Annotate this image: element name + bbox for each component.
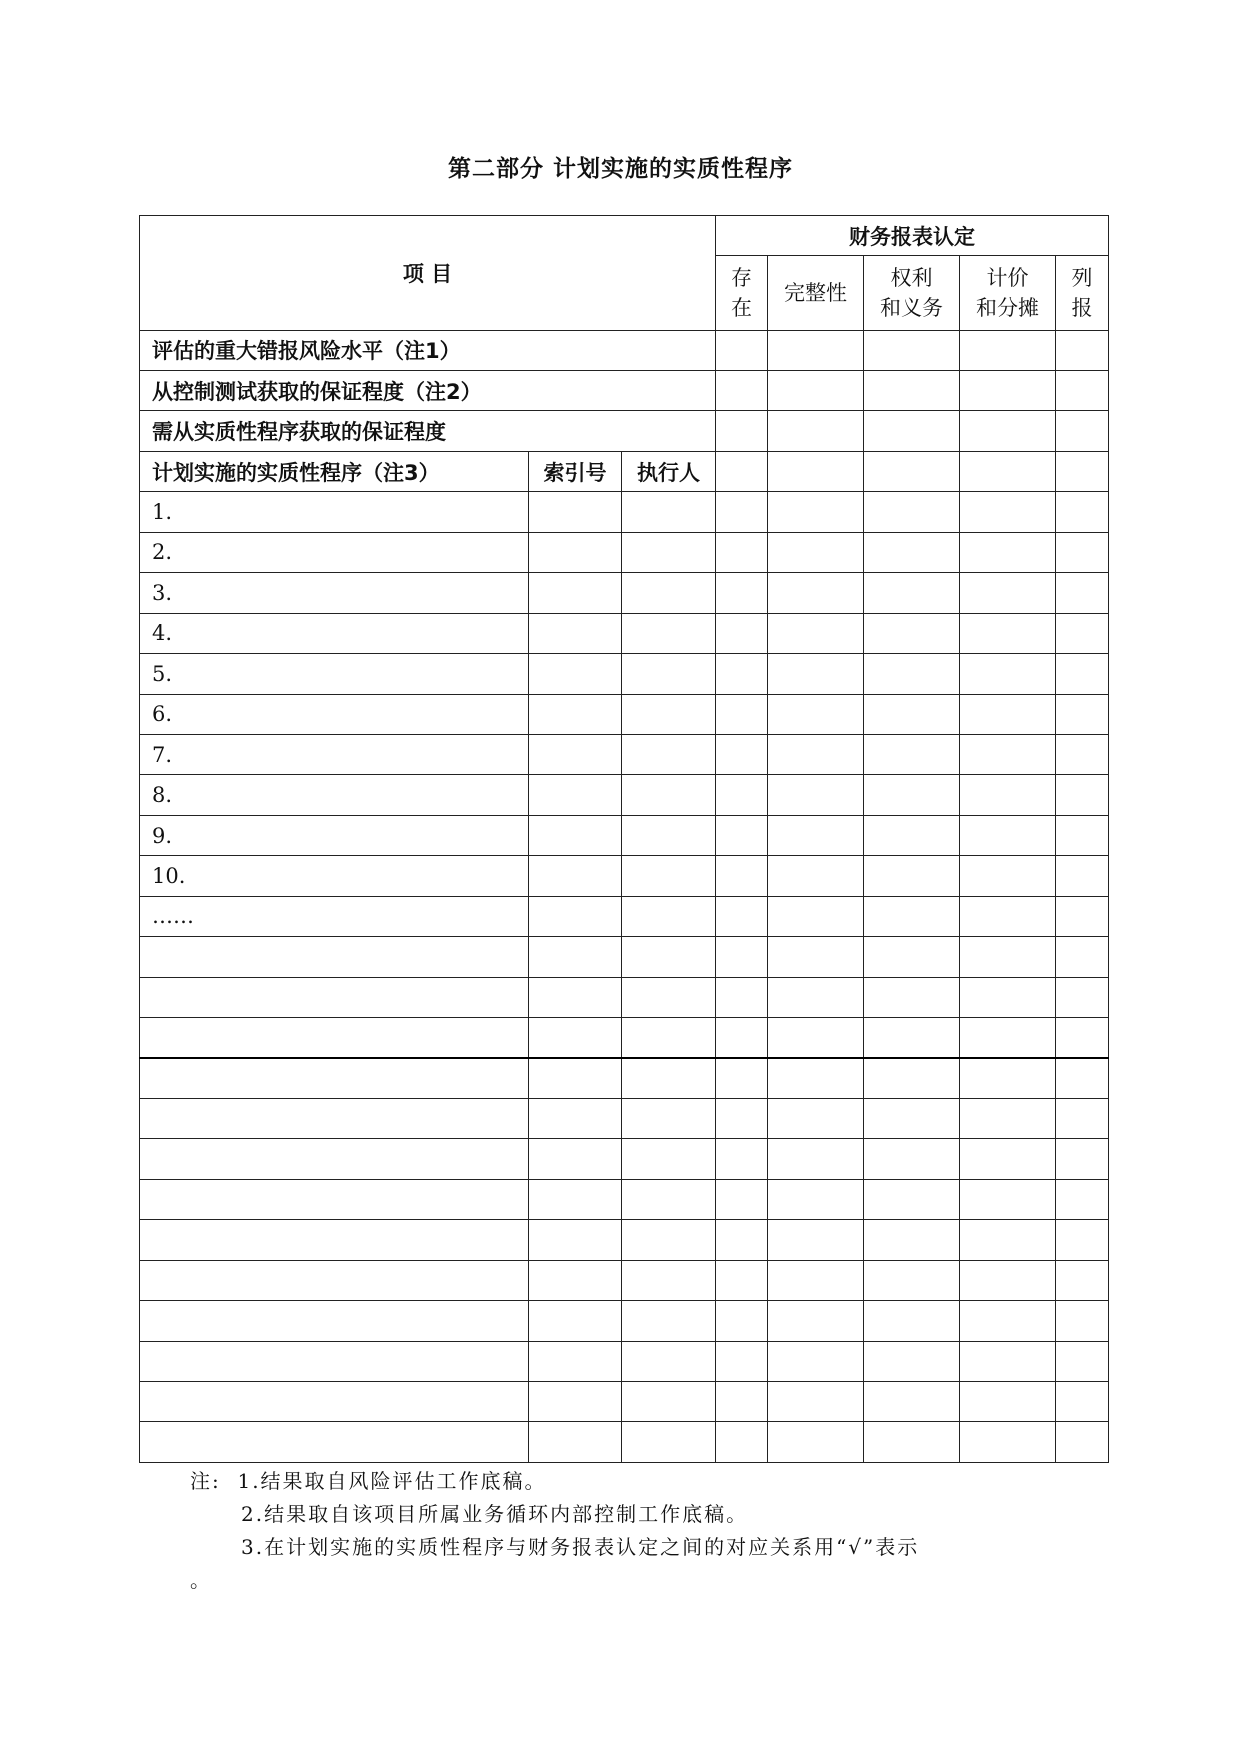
procedure-row [140,977,1109,1017]
procedure-row [140,654,1109,694]
assertion-cell[interactable] [716,330,768,370]
procedure-meta-cell[interactable] [529,573,622,613]
summary-row-label: 需从实质性程序获取的保证程度 [140,411,716,451]
procedure-meta-cell[interactable] [529,1098,622,1138]
procedure-meta-cell[interactable] [622,1341,716,1381]
assertion-cell[interactable] [716,573,768,613]
procedure-meta-cell[interactable] [529,896,622,936]
procedure-meta-cell[interactable] [529,1381,622,1421]
assertion-cell[interactable] [716,613,768,653]
assertion-cell[interactable] [864,1341,960,1381]
assertion-cell[interactable] [716,1260,768,1300]
procedure-text[interactable] [140,1220,529,1260]
procedure-text[interactable]: 3. [140,573,529,613]
procedure-meta-cell[interactable] [529,1139,622,1179]
assertion-col-3: 权利 和义务 [864,256,960,330]
procedure-row [140,734,1109,774]
procedure-text[interactable] [140,1381,529,1421]
assertion-cell[interactable] [960,1381,1056,1421]
procedure-row [140,1341,1109,1381]
procedure-meta-cell[interactable] [529,856,622,896]
assertion-cell[interactable] [1056,1018,1109,1058]
assertion-cell[interactable] [768,1179,864,1219]
procedure-row [140,937,1109,977]
procedure-meta-cell[interactable] [622,1139,716,1179]
assertion-cell[interactable] [960,694,1056,734]
procedure-meta-cell[interactable] [622,1098,716,1138]
procedure-meta-cell[interactable] [622,573,716,613]
assertion-cell[interactable] [960,1422,1056,1463]
procedure-meta-cell[interactable] [622,1179,716,1219]
assertion-cell[interactable] [960,613,1056,653]
assertion-cell[interactable] [864,330,960,370]
procedure-meta-cell[interactable] [529,1341,622,1381]
index-header: 索引号 [529,451,622,491]
procedure-meta-cell[interactable] [622,532,716,572]
assertion-cell[interactable] [1056,613,1109,653]
procedure-meta-cell[interactable] [622,1301,716,1341]
assertion-cell[interactable] [768,1220,864,1260]
procedure-text[interactable] [140,937,529,977]
procedure-header: 计划实施的实质性程序（注3） [140,451,529,491]
procedure-text[interactable] [140,1179,529,1219]
procedure-text[interactable] [140,1260,529,1300]
assertion-cell[interactable] [864,1220,960,1260]
procedure-meta-cell[interactable] [529,613,622,653]
assertion-cell[interactable] [1056,1301,1109,1341]
procedure-row [140,1058,1109,1098]
procedure-text[interactable]: 2. [140,532,529,572]
assertion-cell[interactable] [716,856,768,896]
assertion-cell[interactable] [1056,573,1109,613]
assertion-cell[interactable] [960,1341,1056,1381]
assertion-cell[interactable] [960,532,1056,572]
page-title: 第二部分 计划实施的实质性程序 [447,156,793,182]
assertion-cell[interactable] [716,371,768,411]
procedure-row [140,1422,1109,1463]
procedure-meta-cell[interactable] [622,775,716,815]
assertion-cell[interactable] [864,1301,960,1341]
assertion-cell[interactable] [864,1179,960,1219]
procedure-meta-cell[interactable] [529,1260,622,1300]
procedure-row [140,896,1109,936]
procedure-text[interactable]: 1. [140,492,529,532]
assertion-cell[interactable] [864,573,960,613]
assertion-cell[interactable] [1056,937,1109,977]
procedure-text[interactable] [140,1058,529,1098]
assertion-cell[interactable] [768,1058,864,1098]
assertion-cell[interactable] [1056,371,1109,411]
assertion-cell[interactable] [864,734,960,774]
procedure-meta-cell[interactable] [529,1058,622,1098]
assertion-cell[interactable] [716,1220,768,1260]
assertion-cell[interactable] [716,1381,768,1421]
procedure-meta-cell[interactable] [529,1301,622,1341]
procedure-row [140,856,1109,896]
assertion-cell[interactable] [768,1381,864,1421]
procedure-text[interactable]: 9. [140,815,529,855]
assertion-cell[interactable] [768,937,864,977]
assertion-cell[interactable] [864,451,960,491]
assertion-cell[interactable] [716,492,768,532]
assertion-cell[interactable] [716,1058,768,1098]
assertion-cell[interactable] [1056,977,1109,1017]
procedure-meta-cell[interactable] [529,532,622,572]
summary-row-label: 从控制测试获取的保证程度（注2） [140,371,716,411]
procedure-text[interactable] [140,977,529,1017]
procedure-row [140,1301,1109,1341]
assertion-cell[interactable] [1056,856,1109,896]
assertion-cell[interactable] [864,1422,960,1463]
procedure-meta-cell[interactable] [622,896,716,936]
procedure-meta-cell[interactable] [529,694,622,734]
procedure-row [140,1098,1109,1138]
procedure-text[interactable]: 10. [140,856,529,896]
assertion-cell[interactable] [716,1139,768,1179]
procedure-meta-cell[interactable] [622,1381,716,1421]
assertion-cell[interactable] [960,775,1056,815]
assertion-cell[interactable] [864,977,960,1017]
procedure-text[interactable]: 8. [140,775,529,815]
assertion-cell[interactable] [864,613,960,653]
assertion-cell[interactable] [1056,330,1109,370]
item-header: 项 目 [140,216,716,331]
assertion-cell[interactable] [768,977,864,1017]
assertion-cell[interactable] [864,492,960,532]
procedure-row [140,492,1109,532]
procedure-meta-cell[interactable] [622,1422,716,1463]
assertion-cell[interactable] [716,654,768,694]
assertion-cell[interactable] [768,532,864,572]
procedure-text[interactable] [140,1341,529,1381]
assertion-cell[interactable] [864,532,960,572]
assertion-cell[interactable] [716,1341,768,1381]
assertion-cell[interactable] [716,815,768,855]
assertion-cell[interactable] [1056,1179,1109,1219]
procedure-text[interactable] [140,1139,529,1179]
assertion-cell[interactable] [1056,532,1109,572]
assertion-cell[interactable] [864,411,960,451]
executor-header: 执行人 [622,451,716,491]
assertion-cell[interactable] [768,1139,864,1179]
assertion-cell[interactable] [960,411,1056,451]
assertion-cell[interactable] [768,411,864,451]
assertion-cell[interactable] [768,896,864,936]
assertion-cell[interactable] [960,1058,1056,1098]
assertion-cell[interactable] [768,371,864,411]
assertion-col-4: 计价 和分摊 [960,256,1056,330]
assertion-cell[interactable] [864,775,960,815]
assertion-cell[interactable] [768,734,864,774]
procedure-text[interactable] [140,1098,529,1138]
assertion-cell[interactable] [716,896,768,936]
procedure-meta-cell[interactable] [622,1220,716,1260]
procedure-meta-cell[interactable] [622,815,716,855]
assertion-cell[interactable] [960,451,1056,491]
assertion-cell[interactable] [768,1341,864,1381]
procedure-row [140,694,1109,734]
assertion-cell[interactable] [768,815,864,855]
procedure-meta-cell[interactable] [529,1220,622,1260]
assertion-cell[interactable] [1056,1139,1109,1179]
assertion-cell[interactable] [960,977,1056,1017]
assertion-cell[interactable] [864,1058,960,1098]
assertion-cell[interactable] [960,1220,1056,1260]
assertion-cell[interactable] [716,1098,768,1138]
procedure-text[interactable] [140,1422,529,1463]
procedure-row [140,775,1109,815]
procedure-meta-cell[interactable] [529,1422,622,1463]
procedure-meta-cell[interactable] [622,1018,716,1058]
assertion-cell[interactable] [1056,411,1109,451]
assertion-cell[interactable] [960,330,1056,370]
assertion-col-1: 存 在 [716,256,768,330]
procedure-text[interactable]: 7. [140,734,529,774]
assertion-cell[interactable] [864,856,960,896]
assertion-cell[interactable] [768,1301,864,1341]
assertion-cell[interactable] [864,1260,960,1300]
assertion-cell[interactable] [960,815,1056,855]
assertion-cell[interactable] [960,1301,1056,1341]
substantive-procedures-table [139,215,1109,1463]
procedure-text[interactable]: 4. [140,613,529,653]
assertion-header: 财务报表认定 [716,216,1109,256]
assertion-cell[interactable] [768,492,864,532]
procedure-text[interactable] [140,1301,529,1341]
assertion-cell[interactable] [864,694,960,734]
assertion-cell[interactable] [960,573,1056,613]
procedure-row [140,1139,1109,1179]
assertion-cell[interactable] [768,1422,864,1463]
assertion-cell[interactable] [1056,1220,1109,1260]
assertion-cell[interactable] [1056,1341,1109,1381]
assertion-cell[interactable] [960,1139,1056,1179]
assertion-cell[interactable] [960,492,1056,532]
procedure-meta-cell[interactable] [529,1018,622,1058]
assertion-cell[interactable] [864,1381,960,1421]
procedure-row [140,1179,1109,1219]
assertion-cell[interactable] [1056,1422,1109,1463]
procedure-meta-cell[interactable] [529,1179,622,1219]
assertion-cell[interactable] [1056,492,1109,532]
procedure-meta-cell[interactable] [622,492,716,532]
assertion-cell[interactable] [716,411,768,451]
assertion-cell[interactable] [716,734,768,774]
assertion-cell[interactable] [960,1179,1056,1219]
procedure-meta-cell[interactable] [622,977,716,1017]
assertion-cell[interactable] [768,330,864,370]
notes [190,1465,1090,1597]
procedure-meta-cell[interactable] [622,1260,716,1300]
note-trailing: 。 [190,1568,212,1592]
procedure-row [140,573,1109,613]
assertion-cell[interactable] [716,775,768,815]
assertion-cell[interactable] [716,1018,768,1058]
assertion-cell[interactable] [864,937,960,977]
assertion-col-2: 完整性 [768,256,864,330]
assertion-cell[interactable] [960,1098,1056,1138]
assertion-cell[interactable] [768,573,864,613]
procedure-meta-cell[interactable] [529,977,622,1017]
assertion-cell[interactable] [864,371,960,411]
assertion-cell[interactable] [768,1260,864,1300]
procedure-row [140,532,1109,572]
procedure-row [140,1018,1109,1058]
procedure-row [140,1260,1109,1300]
procedure-text[interactable]: 5. [140,654,529,694]
procedure-meta-cell[interactable] [529,492,622,532]
assertion-cell[interactable] [960,734,1056,774]
assertion-cell[interactable] [716,451,768,491]
assertion-cell[interactable] [864,815,960,855]
assertion-cell[interactable] [1056,734,1109,774]
assertion-cell[interactable] [864,896,960,936]
assertion-col-5: 列 报 [1056,256,1109,330]
procedure-meta-cell[interactable] [622,613,716,653]
assertion-cell[interactable] [1056,1098,1109,1138]
assertion-cell[interactable] [1056,654,1109,694]
assertion-cell[interactable] [768,694,864,734]
procedure-meta-cell[interactable] [622,694,716,734]
assertion-cell[interactable] [1056,1058,1109,1098]
procedure-text[interactable]: 6. [140,694,529,734]
assertion-cell[interactable] [1056,451,1109,491]
note-3: 3.在计划实施的实质性程序与财务报表认定之间的对应关系用“√”表示 [241,1535,920,1559]
procedure-text[interactable] [140,1018,529,1058]
assertion-cell[interactable] [864,1098,960,1138]
procedure-meta-cell[interactable] [529,937,622,977]
assertion-cell[interactable] [716,694,768,734]
assertion-cell[interactable] [768,613,864,653]
procedure-meta-cell[interactable] [622,1058,716,1098]
assertion-cell[interactable] [960,896,1056,936]
assertion-cell[interactable] [864,1139,960,1179]
procedure-meta-cell[interactable] [622,734,716,774]
procedure-meta-cell[interactable] [529,775,622,815]
procedure-row [140,1220,1109,1260]
assertion-cell[interactable] [716,937,768,977]
assertion-cell[interactable] [960,371,1056,411]
assertion-cell[interactable] [716,977,768,1017]
note-1: 注: 1.结果取自风险评估工作底稿。 [190,1469,547,1493]
procedure-meta-cell[interactable] [622,856,716,896]
assertion-cell[interactable] [1056,694,1109,734]
assertion-cell[interactable] [716,1301,768,1341]
assertion-cell[interactable] [1056,1381,1109,1421]
assertion-cell[interactable] [960,937,1056,977]
assertion-cell[interactable] [960,654,1056,694]
assertion-cell[interactable] [1056,896,1109,936]
procedure-meta-cell[interactable] [622,937,716,977]
procedure-meta-cell[interactable] [622,654,716,694]
assertion-cell[interactable] [864,1018,960,1058]
assertion-cell[interactable] [960,856,1056,896]
assertion-cell[interactable] [1056,1260,1109,1300]
assertion-cell[interactable] [960,1018,1056,1058]
assertion-cell[interactable] [716,1179,768,1219]
assertion-cell[interactable] [716,532,768,572]
assertion-cell[interactable] [768,1018,864,1058]
note-2: 2.结果取自该项目所属业务循环内部控制工作底稿。 [241,1502,749,1526]
assertion-cell[interactable] [716,1422,768,1463]
procedure-meta-cell[interactable] [529,734,622,774]
assertion-cell[interactable] [768,1098,864,1138]
assertion-cell[interactable] [864,654,960,694]
assertion-cell[interactable] [1056,775,1109,815]
procedure-row [140,1381,1109,1421]
assertion-cell[interactable] [768,654,864,694]
assertion-cell[interactable] [768,451,864,491]
assertion-cell[interactable] [768,775,864,815]
procedure-meta-cell[interactable] [529,815,622,855]
assertion-cell[interactable] [768,856,864,896]
summary-row-label: 评估的重大错报风险水平（注1） [140,330,716,370]
procedure-meta-cell[interactable] [529,654,622,694]
assertion-cell[interactable] [1056,815,1109,855]
procedure-row [140,613,1109,653]
procedure-row [140,815,1109,855]
procedure-text[interactable]: …… [140,896,529,936]
assertion-cell[interactable] [960,1260,1056,1300]
